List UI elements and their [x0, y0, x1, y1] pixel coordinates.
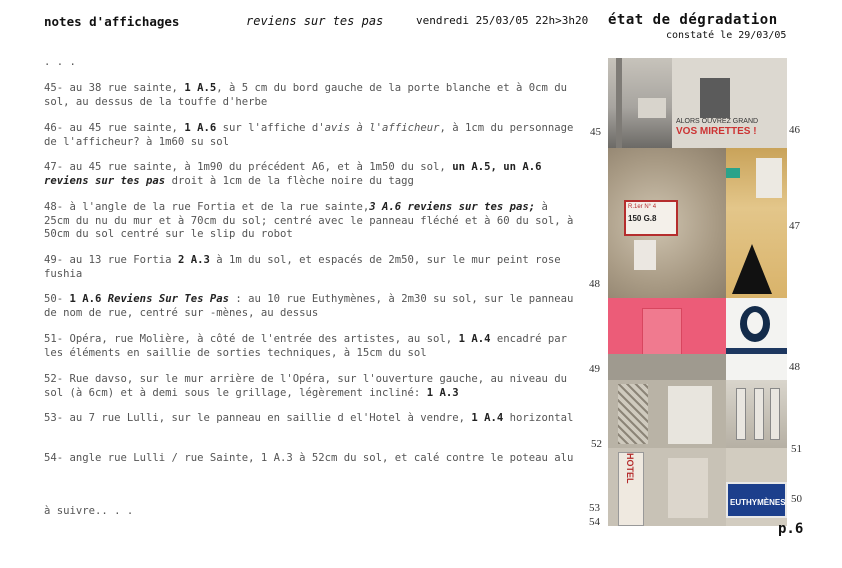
photo-number-48b: 48: [789, 361, 800, 373]
entry-54: 54- angle rue Lulli / rue Sainte, 1 A.3 à 52cm du sol, et calé contre le poteau alu: [44, 452, 574, 464]
photo-number-49: 49: [589, 363, 600, 375]
photo-52: [608, 380, 726, 448]
entry-45: 45- au 38 rue sainte, 1 A.5, à 5 cm du bord gauche de la porte blanche et à 0cm du sol, au dessus de la touffe d'herbe: [44, 82, 568, 108]
ellipsis: . . .: [44, 56, 76, 68]
photo-number-46: 46: [789, 124, 800, 136]
photo-number-54: 54: [589, 516, 600, 528]
state-date: constaté le 29/03/05: [666, 30, 787, 41]
state-title: état de dégradation: [608, 12, 778, 28]
photo-46: [672, 58, 787, 148]
entry-50: 50- 1 A.6 Reviens Sur Tes Pas : au 10 rue Euthymènes, à 2m30 su sol, sur le panneau de nom de rue, centré sur -mènes, au dessus: [44, 293, 574, 319]
page-number: p.6: [778, 521, 804, 537]
photo-50: [726, 448, 787, 526]
entry-51: 51- Opéra, rue Molière, à côté de l'entrée des artistes, au sol, 1 A.4 encadré par les éléments en saillie de sorties techniques, à 15cm du sol: [44, 333, 568, 359]
photo-45: [608, 58, 672, 148]
entry-48: 48- à l'angle de la rue Fortia et de la rue sainte,3 A.6 reviens sur tes pas; à 25cm du nu du mur et à 70cm du sol; centré avec le panneau fléché et à 60 du sol, à 50cm du sol centré sur le slip du robot: [44, 201, 574, 240]
entry-47: 47- au 45 rue sainte, à 1m90 du précédent A6, et à 1m50 du sol, un A.5, un A.6 reviens sur tes pas droit à 1cm de la flèche noire du tagg: [44, 161, 542, 187]
photo-number-52: 52: [591, 438, 602, 450]
document-title: notes d'affichages: [44, 14, 180, 29]
hotel-sign: HOTEL: [625, 453, 635, 484]
to-be-continued: à suivre.. . .: [44, 505, 134, 517]
photo-53-54: [608, 448, 726, 526]
photo-48-robot: [726, 298, 787, 380]
photo-number-50: 50: [791, 493, 802, 505]
entry-49: 49- au 13 rue Fortia 2 A.3 à 1m du sol, et espacés de 2m50, sur le mur peint rose fushia: [44, 254, 561, 280]
photo-48-sign: [608, 148, 726, 298]
document-subtitle: reviens sur tes pas: [246, 14, 384, 28]
photo-number-51: 51: [791, 443, 802, 455]
photo-47: [726, 148, 787, 298]
photo-number-45: 45: [590, 126, 601, 138]
entry-46: 46- au 45 rue sainte, 1 A.6 sur l'affiche d'avis à l'afficheur, à 1cm du personnage de l'afficheur? à 1m60 su sol: [44, 122, 574, 148]
street-name-sign: EUTHYMÈNES: [730, 498, 786, 507]
entry-53: 53- au 7 rue Lulli, sur le panneau en saillie d el'Hotel à vendre, 1 A.4 horizontal: [44, 412, 574, 424]
photo-number-47: 47: [789, 220, 800, 232]
poster-text-2: VOS MIRETTES !: [676, 126, 757, 137]
photo-49-pink: [608, 298, 726, 380]
poster-text: ALORS OUVREZ GRAND: [676, 118, 759, 125]
street-sign: R.1er N° 4 150 G.8: [624, 200, 678, 236]
photo-number-53: 53: [589, 502, 600, 514]
entry-52: 52- Rue davso, sur le mur arrière de l'Opéra, sur l'ouverture gauche, au niveau du sol (à 6cm) et à demi sous le grillage, légèrement incliné: 1 A.3: [44, 373, 567, 399]
photo-number-48: 48: [589, 278, 600, 290]
photo-51: [726, 380, 787, 448]
session-date: vendredi 25/03/05 22h>3h20: [416, 14, 589, 27]
